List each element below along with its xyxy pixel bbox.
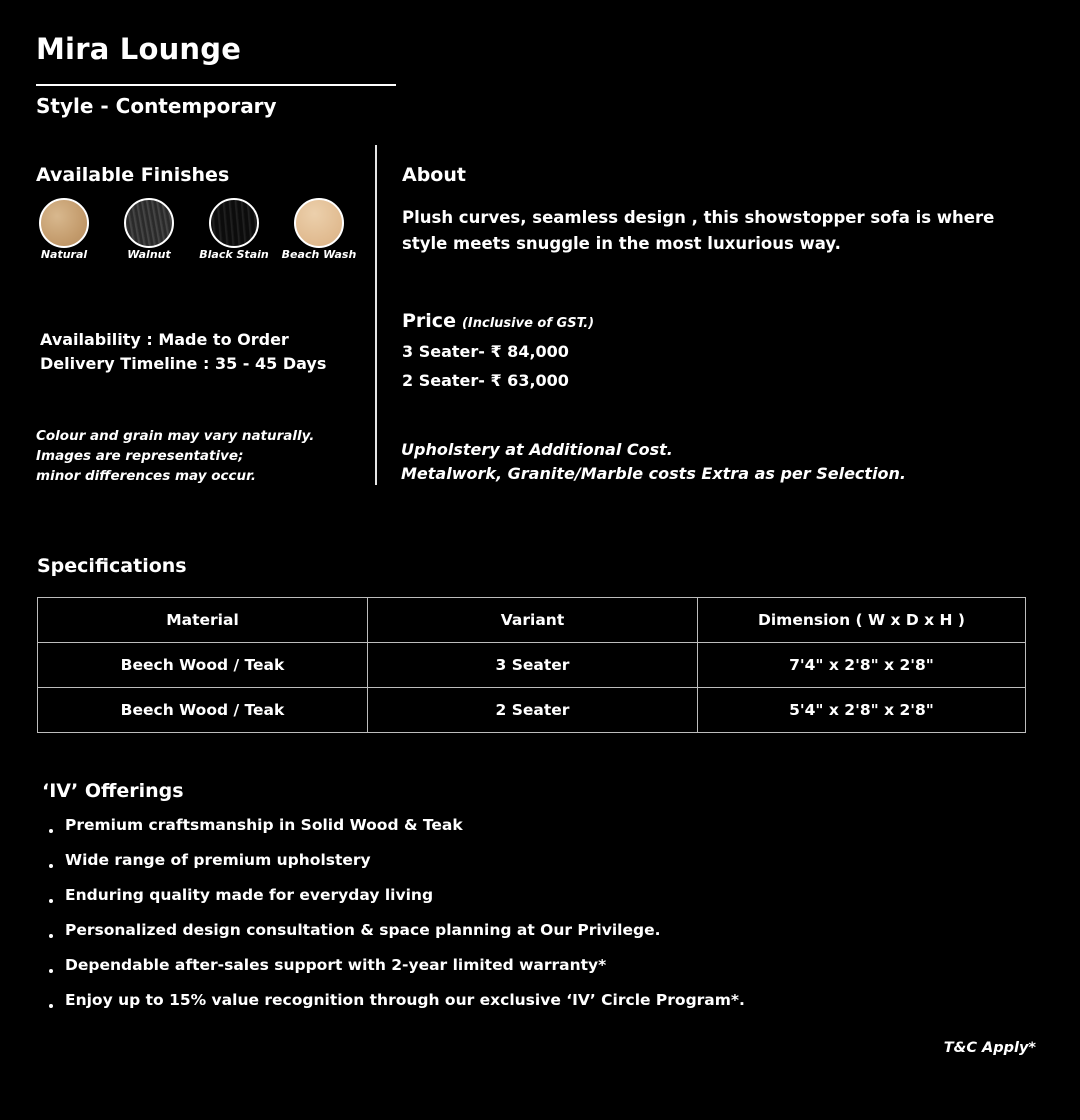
extra-line: Upholstery at Additional Cost.: [401, 440, 673, 459]
offerings-heading: ‘IV’ Offerings: [42, 780, 184, 802]
finish-option-beach-wash[interactable]: [277, 198, 361, 264]
finish-option-natural[interactable]: [22, 198, 106, 264]
offerings-list: [44, 816, 745, 1026]
column-divider: [375, 145, 377, 485]
walnut-swatch-icon: [124, 198, 174, 248]
list-item-text: Personalized design consultation & space planning at Our Privilege.: [65, 921, 661, 939]
note-line: minor differences may occur.: [36, 468, 256, 484]
price-qualifier: (Inclusive of GST.): [461, 316, 595, 331]
terms-apply-note: T&C Apply*: [943, 1040, 1036, 1056]
list-item-text: Enduring quality made for everyday living: [65, 886, 434, 904]
availability-block: [40, 328, 326, 376]
black-stain-swatch-icon: [209, 198, 259, 248]
list-item: [44, 956, 745, 991]
table-cell: 3 Seater: [368, 643, 698, 688]
extra-costs-note: [401, 438, 906, 486]
about-heading: About: [402, 164, 466, 186]
delivery-timeline-text: Delivery Timeline : 35 - 45 Days: [40, 354, 327, 373]
finish-option-walnut[interactable]: [107, 198, 191, 264]
table-cell: Beech Wood / Teak: [38, 688, 368, 733]
price-2-seater: 2 Seater- ₹ 63,000: [402, 371, 569, 390]
note-line: Colour and grain may vary naturally.: [36, 428, 315, 444]
bullet-icon: [49, 899, 53, 903]
table-cell: Beech Wood / Teak: [38, 643, 368, 688]
finish-label: Natural: [40, 248, 88, 261]
list-item: [44, 991, 745, 1026]
bullet-icon: [49, 1004, 53, 1008]
bullet-icon: [49, 829, 53, 833]
table-cell: 7'4" x 2'8" x 2'8": [698, 643, 1026, 688]
bullet-icon: [49, 864, 53, 868]
list-item: [44, 851, 745, 886]
list-item-text: Dependable after-sales support with 2-year limited warranty*: [65, 956, 607, 974]
table-cell: 2 Seater: [368, 688, 698, 733]
list-item-text: Wide range of premium upholstery: [65, 851, 371, 869]
note-line: Images are representative;: [36, 448, 244, 464]
specifications-table: [37, 597, 1026, 733]
bullet-icon: [49, 934, 53, 938]
disclaimer-note: [36, 426, 314, 486]
page-title: Mira Lounge: [36, 32, 242, 66]
list-item: [44, 921, 745, 956]
bullet-icon: [49, 969, 53, 973]
extra-line: Metalwork, Granite/Marble costs Extra as per Selection.: [401, 464, 907, 483]
finish-label: Walnut: [127, 248, 171, 261]
availability-text: Availability : Made to Order: [40, 330, 289, 349]
table-row: [38, 643, 1026, 688]
price-label: Price: [402, 310, 456, 332]
specifications-heading: Specifications: [37, 555, 187, 577]
natural-swatch-icon: [39, 198, 89, 248]
table-header-row: [38, 598, 1026, 643]
finish-label: Black Stain: [199, 248, 269, 261]
column-header-dimension: Dimension ( W x D x H ): [698, 598, 1026, 643]
price-3-seater: 3 Seater- ₹ 84,000: [402, 342, 569, 361]
beach-wash-swatch-icon: [294, 198, 344, 248]
price-heading: [402, 310, 594, 332]
list-item-text: Premium craftsmanship in Solid Wood & Teak: [65, 816, 463, 834]
finish-option-black-stain[interactable]: [192, 198, 276, 264]
about-description: Plush curves, seamless design , this showstopper sofa is where style meets snuggle in the most luxurious way.: [402, 208, 995, 253]
title-underline: [36, 84, 396, 86]
table-cell: 5'4" x 2'8" x 2'8": [698, 688, 1026, 733]
finishes-heading: Available Finishes: [36, 164, 230, 186]
finish-label: Beach Wash: [281, 248, 357, 261]
column-header-variant: Variant: [368, 598, 698, 643]
list-item: [44, 816, 745, 851]
style-subtitle: Style - Contemporary: [36, 94, 277, 118]
list-item-text: Enjoy up to 15% value recognition through our exclusive ‘IV’ Circle Program*.: [65, 991, 745, 1009]
table-row: [38, 688, 1026, 733]
list-item: [44, 886, 745, 921]
column-header-material: Material: [38, 598, 368, 643]
